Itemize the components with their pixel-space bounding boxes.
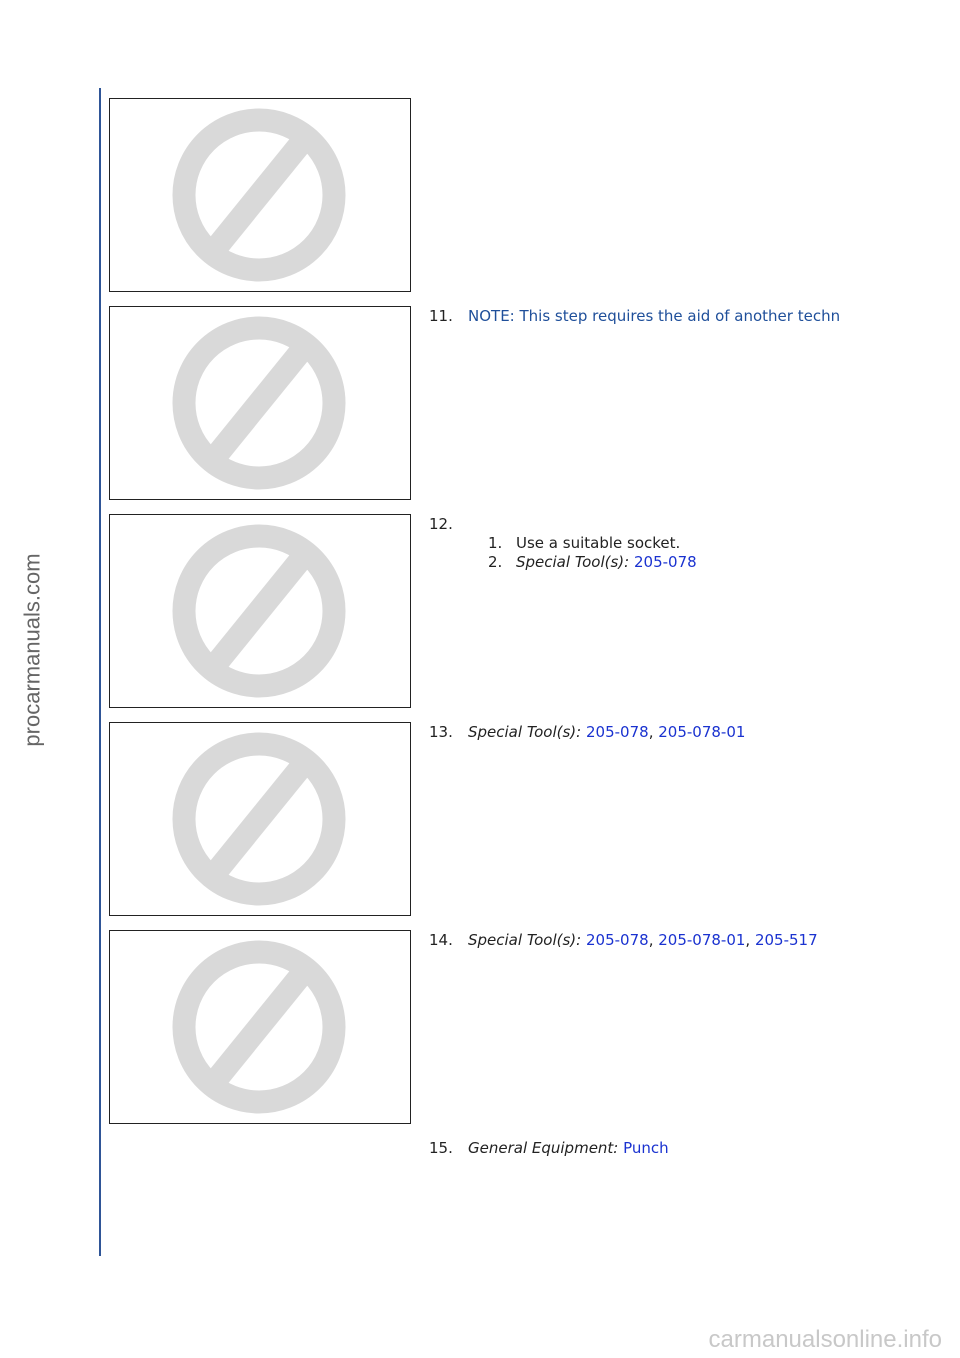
figure-placeholder [109,306,411,500]
tool-link-205-078[interactable]: 205-078 [634,553,697,571]
substep-number: 1. [488,534,503,552]
special-tools-label: Special Tool(s): [516,553,630,571]
figure-placeholder [109,930,411,1124]
tool-link-205-078-01[interactable]: 205-078-01 [658,723,746,741]
missing-image-icon [110,515,410,707]
special-tools-label: Special Tool(s): [468,723,582,741]
step-14: 14. Special Tool(s): 205-078, 205-078-01, 205-517 [429,931,818,949]
step-11 [429,306,840,326]
missing-image-icon [110,99,410,291]
step-12 [429,514,468,534]
step-15 [429,1138,669,1158]
tool-link-205-517[interactable]: 205-517 [754,931,818,949]
substep-text: Use a suitable socket. [516,534,681,552]
tool-link-205-078-01[interactable]: 205-078-01 [658,931,746,949]
figure-placeholder [109,514,411,708]
side-watermark [18,520,48,780]
figure-placeholder [109,98,411,292]
step-note: NOTE: This step requires the aid of another techn [468,307,841,325]
substep-12-1 [488,533,680,553]
missing-image-icon [110,307,410,499]
footer-watermark: carmanualsonline.info [708,1326,942,1353]
figure-placeholder [109,722,411,916]
tool-link-205-078[interactable]: 205-078 [586,723,649,741]
equipment-link-punch[interactable]: Punch [623,1139,669,1157]
step-number: 15. [429,1139,453,1157]
missing-image-icon [110,931,410,1123]
tool-link-205-078[interactable]: 205-078 [586,931,649,949]
substep-12-2 [488,552,697,572]
step-number: 11. [429,307,453,325]
step-number: 12. [429,515,453,533]
side-watermark-text: procarmanuals.com [20,553,45,747]
step-number: 14. [429,931,453,949]
missing-image-icon [110,723,410,915]
step-13: 13. Special Tool(s): 205-078, 205-078-01 [429,723,746,741]
step-number: 13. [429,723,453,741]
general-equipment-label: General Equipment: [468,1139,619,1157]
margin-rule [99,88,101,1256]
special-tools-label: Special Tool(s): [468,931,582,949]
substep-number: 2. [488,553,503,571]
